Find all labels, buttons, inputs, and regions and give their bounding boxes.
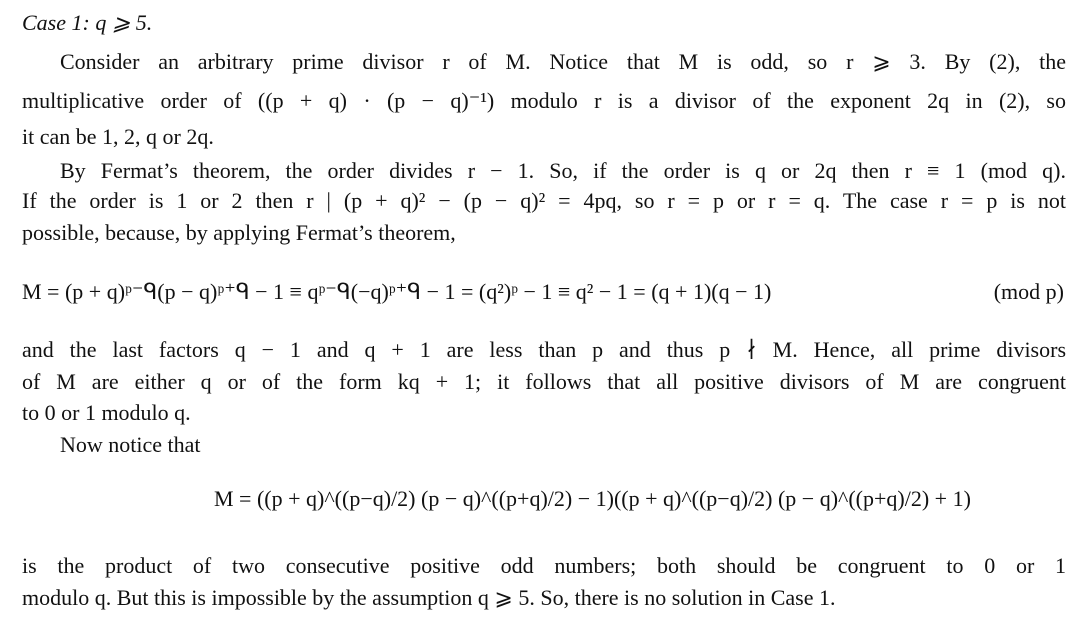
paragraph-1-line-1: Consider an arbitrary prime divisor r of M. Notice that M is odd, so r ⩾ 3. By (2), the — [60, 49, 1066, 74]
equation-2-formula: M = ((p + q)^((p−q)/2) (p − q)^((p+q)/2) − 1)((p + q)^((p−q)/2) (p − q)^((p+q)/2) + 1) — [214, 486, 971, 511]
paragraph-1-line-2: multiplicative order of ((p + q) · (p − q)⁻¹) modulo r is a divisor of the exponent 2q in (2), so — [22, 88, 1066, 113]
equation-1-mod: (mod p) — [993, 279, 1064, 304]
paragraph-2-line-2: If the order is 1 or 2 then r | (p + q)² − (p − q)² = 4pq, so r = p or r = q. The case r = p is not — [22, 188, 1066, 213]
paragraph-3-line-1: and the last factors q − 1 and q + 1 are less than p and thus p ∤ M. Hence, all prime divisors — [22, 337, 1066, 362]
paragraph-1-line-3: it can be 1, 2, q or 2q. — [22, 124, 214, 149]
paragraph-3-line-3: to 0 or 1 modulo q. — [22, 400, 191, 425]
paragraph-3-line-2: of M are either q or of the form kq + 1; it follows that all positive divisors of M are congruent — [22, 369, 1066, 394]
paragraph-5-line-1: is the product of two consecutive positive odd numbers; both should be congruent to 0 or 1 — [22, 553, 1066, 578]
paragraph-2-line-3: possible, because, by applying Fermat’s theorem, — [22, 220, 456, 245]
paragraph-2-line-1: By Fermat’s theorem, the order divides r − 1. So, if the order is q or 2q then r ≡ 1 (mod q). — [60, 158, 1066, 183]
case-heading: Case 1: q ⩾ 5. — [22, 10, 153, 35]
paragraph-4-line-1: Now notice that — [60, 432, 201, 457]
paragraph-5-line-2: modulo q. But this is impossible by the assumption q ⩾ 5. So, there is no solution in Case 1. — [22, 585, 836, 610]
equation-1-formula: M = (p + q)ᵖ⁻ᑫ(p − q)ᵖ⁺ᑫ − 1 ≡ qᵖ⁻ᑫ(−q)ᵖ⁺ᑫ − 1 = (q²)ᵖ − 1 ≡ q² − 1 = (q + 1)(q − 1) — [22, 279, 772, 304]
